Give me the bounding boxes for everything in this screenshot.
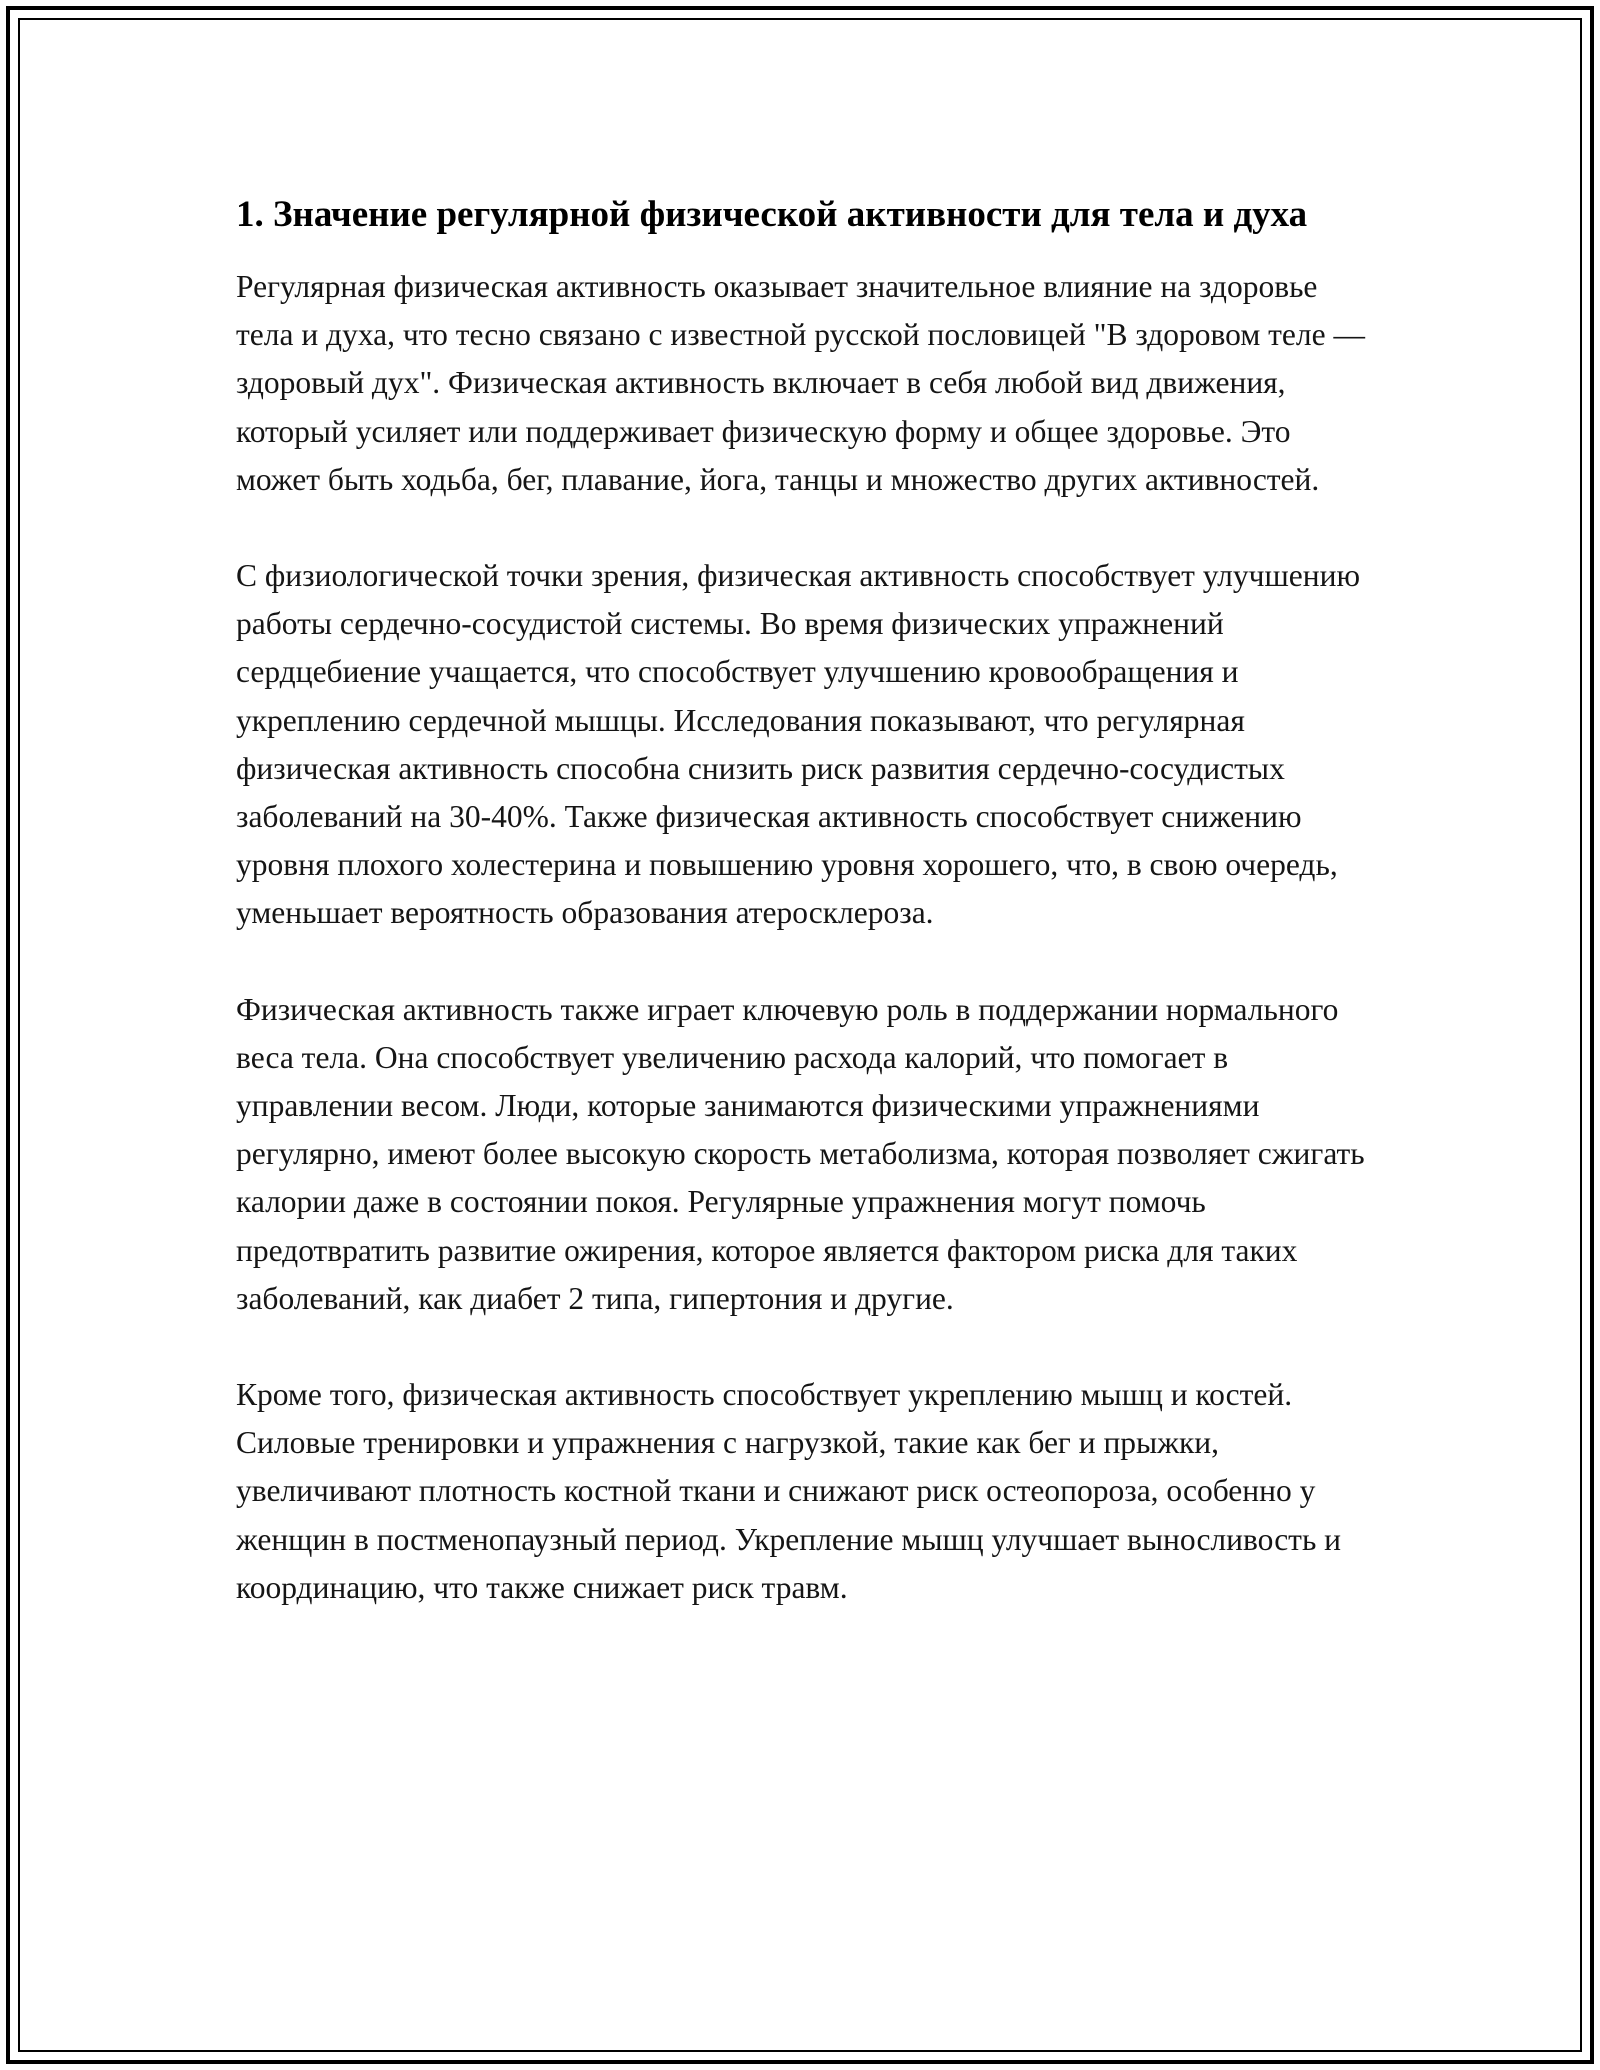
paragraph-1: Регулярная физическая активность оказывает значительное влияние на здоровье тела и духа, что тесно связано с известной русской пословицей "В здоровом теле — здоровый дух". Физическая активность включает в себя любой вид движения, который усиляет или поддерживает физическую форму и общее здоровье. Это может быть ходьба, бег, плавание, йога, танцы и множество других активностей. <box>236 269 1365 497</box>
paragraph-4: Кроме того, физическая активность способствует укреплению мышц и костей. Силовые тренировки и упражнения с нагрузкой, такие как бег и прыжки, увеличивают плотность костной ткани и снижают риск остеопороза, особенно у женщин в постменопаузный период. Укрепление мышц улучшает выносливость и координацию, что также снижает риск травм. <box>236 1377 1342 1605</box>
paragraph-3: Физическая активность также играет ключевую роль в поддержании нормального веса тела. Она способствует увеличению расхода калорий, что помогает в управлении весом. Люди, которые занимаются физическими упражнениями регулярно, имеют более высокую скорость метаболизма, которая позволяет сжигать калории даже в состоянии покоя. Регулярные упражнения могут помочь предотвратить развитие ожирения, которое является фактором риска для таких заболеваний, как диабет 2 типа, гипертония и другие. <box>236 991 1365 1316</box>
document-body <box>236 186 1366 1660</box>
paragraph-2: С физиологической точки зрения, физическая активность способствует улучшению работы сердечно-сосудистой системы. Во время физических упражнений сердцебиение учащается, что способствует улучшению кровообращения и укреплению сердечной мышцы. Исследования показывают, что регулярная физическая активность способна снизить риск развития сердечно-сосудистых заболеваний на 30-40%. Также физическая активность способствует снижению уровня плохого холестерина и повышению уровня хорошего, что, в свою очередь, уменьшает вероятность образования атеросклероза. <box>236 558 1360 931</box>
section-heading: 1. Значение регулярной физической активности для тела и духа <box>236 194 1308 235</box>
